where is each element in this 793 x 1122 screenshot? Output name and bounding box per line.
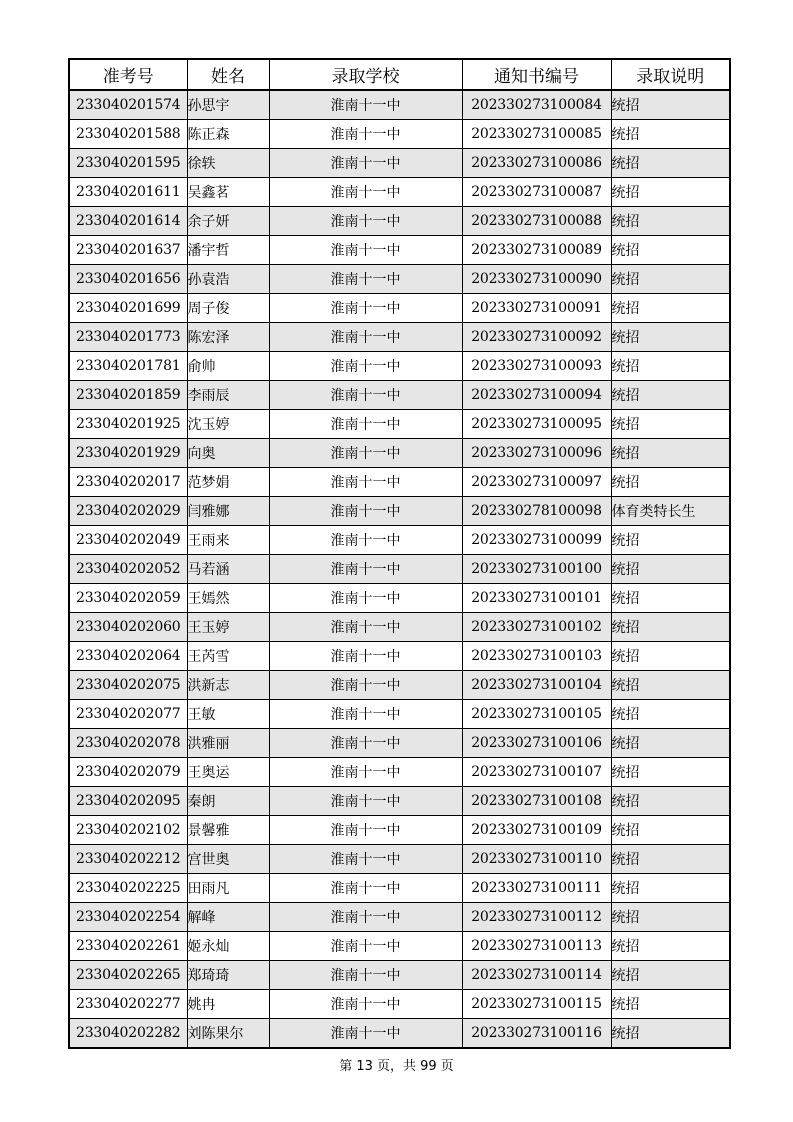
cell-admitted-school: 淮南十一中 xyxy=(269,178,462,207)
table-row xyxy=(69,294,730,323)
cell-notice-number: 202330273100086 xyxy=(462,149,611,178)
cell-notice-number: 202330273100111 xyxy=(462,874,611,903)
cell-admitted-school: 淮南十一中 xyxy=(269,700,462,729)
cell-exam-number: 233040202075 xyxy=(69,671,187,700)
cell-notice-number: 202330273100107 xyxy=(462,758,611,787)
cell-admitted-school: 淮南十一中 xyxy=(269,323,462,352)
header-name: 姓名 xyxy=(187,59,269,90)
cell-name: 秦朗 xyxy=(187,787,269,816)
cell-admission-note: 统招 xyxy=(611,700,730,729)
cell-name: 郑琦琦 xyxy=(187,961,269,990)
table-row xyxy=(69,990,730,1019)
table-row xyxy=(69,439,730,468)
cell-admission-note: 统招 xyxy=(611,1019,730,1049)
cell-notice-number: 202330273100101 xyxy=(462,584,611,613)
cell-exam-number: 233040202017 xyxy=(69,468,187,497)
cell-name: 王芮雪 xyxy=(187,642,269,671)
table-row xyxy=(69,787,730,816)
table-row xyxy=(69,265,730,294)
cell-notice-number: 202330273100102 xyxy=(462,613,611,642)
cell-name: 姬永灿 xyxy=(187,932,269,961)
cell-name: 解峰 xyxy=(187,903,269,932)
cell-notice-number: 202330273100089 xyxy=(462,236,611,265)
cell-exam-number: 233040202265 xyxy=(69,961,187,990)
cell-notice-number: 202330273100108 xyxy=(462,787,611,816)
cell-admission-note: 体育类特长生 xyxy=(611,497,730,526)
cell-admission-note: 统招 xyxy=(611,439,730,468)
cell-notice-number: 202330273100088 xyxy=(462,207,611,236)
cell-name: 王奥运 xyxy=(187,758,269,787)
cell-exam-number: 233040201611 xyxy=(69,178,187,207)
cell-exam-number: 233040202225 xyxy=(69,874,187,903)
cell-name: 闫雅娜 xyxy=(187,497,269,526)
table-row xyxy=(69,729,730,758)
cell-notice-number: 202330273100094 xyxy=(462,381,611,410)
cell-admission-note: 统招 xyxy=(611,207,730,236)
cell-notice-number: 202330273100100 xyxy=(462,555,611,584)
cell-exam-number: 233040201929 xyxy=(69,439,187,468)
cell-admitted-school: 淮南十一中 xyxy=(269,961,462,990)
cell-exam-number: 233040202064 xyxy=(69,642,187,671)
cell-admission-note: 统招 xyxy=(611,410,730,439)
cell-admitted-school: 淮南十一中 xyxy=(269,149,462,178)
cell-admission-note: 统招 xyxy=(611,381,730,410)
cell-admitted-school: 淮南十一中 xyxy=(269,294,462,323)
cell-name: 王雨来 xyxy=(187,526,269,555)
table-row xyxy=(69,120,730,149)
cell-name: 沈玉婷 xyxy=(187,410,269,439)
cell-notice-number: 202330273100087 xyxy=(462,178,611,207)
cell-admitted-school: 淮南十一中 xyxy=(269,874,462,903)
cell-admission-note: 统招 xyxy=(611,787,730,816)
cell-admitted-school: 淮南十一中 xyxy=(269,903,462,932)
cell-admission-note: 统招 xyxy=(611,874,730,903)
cell-admitted-school: 淮南十一中 xyxy=(269,90,462,120)
cell-exam-number: 233040202212 xyxy=(69,845,187,874)
cell-admission-note: 统招 xyxy=(611,149,730,178)
cell-admission-note: 统招 xyxy=(611,903,730,932)
table-row xyxy=(69,961,730,990)
cell-notice-number: 202330273100099 xyxy=(462,526,611,555)
cell-exam-number: 233040201614 xyxy=(69,207,187,236)
cell-notice-number: 202330273100093 xyxy=(462,352,611,381)
cell-name: 洪新志 xyxy=(187,671,269,700)
table-row xyxy=(69,323,730,352)
cell-notice-number: 202330273100097 xyxy=(462,468,611,497)
cell-admitted-school: 淮南十一中 xyxy=(269,236,462,265)
cell-admitted-school: 淮南十一中 xyxy=(269,729,462,758)
cell-admitted-school: 淮南十一中 xyxy=(269,120,462,149)
table-row xyxy=(69,903,730,932)
header-exam-number: 准考号 xyxy=(69,59,187,90)
cell-name: 余子妍 xyxy=(187,207,269,236)
cell-notice-number: 202330273100103 xyxy=(462,642,611,671)
cell-admission-note: 统招 xyxy=(611,961,730,990)
cell-notice-number: 202330273100106 xyxy=(462,729,611,758)
cell-admission-note: 统招 xyxy=(611,613,730,642)
cell-admitted-school: 淮南十一中 xyxy=(269,265,462,294)
cell-admission-note: 统招 xyxy=(611,90,730,120)
cell-admission-note: 统招 xyxy=(611,178,730,207)
cell-exam-number: 233040202049 xyxy=(69,526,187,555)
table-row xyxy=(69,526,730,555)
cell-name: 陈宏泽 xyxy=(187,323,269,352)
cell-exam-number: 233040201637 xyxy=(69,236,187,265)
cell-exam-number: 233040201859 xyxy=(69,381,187,410)
header-admitted-school: 录取学校 xyxy=(269,59,462,90)
table-row xyxy=(69,555,730,584)
cell-name: 向奥 xyxy=(187,439,269,468)
cell-exam-number: 233040202261 xyxy=(69,932,187,961)
cell-admitted-school: 淮南十一中 xyxy=(269,990,462,1019)
cell-admitted-school: 淮南十一中 xyxy=(269,584,462,613)
cell-exam-number: 233040202052 xyxy=(69,555,187,584)
table-row xyxy=(69,584,730,613)
cell-admission-note: 统招 xyxy=(611,323,730,352)
cell-admission-note: 统招 xyxy=(611,294,730,323)
cell-admission-note: 统招 xyxy=(611,990,730,1019)
table-row xyxy=(69,758,730,787)
cell-admission-note: 统招 xyxy=(611,642,730,671)
table-row xyxy=(69,671,730,700)
cell-notice-number: 202330273100085 xyxy=(462,120,611,149)
cell-notice-number: 202330273100116 xyxy=(462,1019,611,1049)
cell-exam-number: 233040201699 xyxy=(69,294,187,323)
cell-admission-note: 统招 xyxy=(611,265,730,294)
header-admission-note: 录取说明 xyxy=(611,59,730,90)
cell-admission-note: 统招 xyxy=(611,555,730,584)
cell-name: 姚冉 xyxy=(187,990,269,1019)
cell-exam-number: 233040201588 xyxy=(69,120,187,149)
cell-name: 俞帅 xyxy=(187,352,269,381)
table-header-row xyxy=(69,59,730,90)
cell-name: 徐轶 xyxy=(187,149,269,178)
cell-notice-number: 202330273100096 xyxy=(462,439,611,468)
cell-notice-number: 202330273100095 xyxy=(462,410,611,439)
cell-name: 陈正森 xyxy=(187,120,269,149)
cell-notice-number: 202330273100110 xyxy=(462,845,611,874)
cell-admitted-school: 淮南十一中 xyxy=(269,642,462,671)
cell-admitted-school: 淮南十一中 xyxy=(269,352,462,381)
cell-exam-number: 233040202060 xyxy=(69,613,187,642)
cell-admitted-school: 淮南十一中 xyxy=(269,816,462,845)
cell-exam-number: 233040202059 xyxy=(69,584,187,613)
cell-admitted-school: 淮南十一中 xyxy=(269,497,462,526)
cell-notice-number: 202330273100109 xyxy=(462,816,611,845)
cell-admission-note: 统招 xyxy=(611,816,730,845)
table-row xyxy=(69,1019,730,1049)
cell-admission-note: 统招 xyxy=(611,729,730,758)
cell-notice-number: 202330273100114 xyxy=(462,961,611,990)
cell-exam-number: 233040202095 xyxy=(69,787,187,816)
cell-admitted-school: 淮南十一中 xyxy=(269,381,462,410)
cell-notice-number: 202330273100090 xyxy=(462,265,611,294)
admission-table xyxy=(68,58,731,1049)
cell-admitted-school: 淮南十一中 xyxy=(269,787,462,816)
table-row xyxy=(69,352,730,381)
cell-admission-note: 统招 xyxy=(611,671,730,700)
cell-admitted-school: 淮南十一中 xyxy=(269,555,462,584)
table-row xyxy=(69,642,730,671)
cell-exam-number: 233040201574 xyxy=(69,90,187,120)
table-row xyxy=(69,932,730,961)
cell-name: 马若涵 xyxy=(187,555,269,584)
cell-admitted-school: 淮南十一中 xyxy=(269,932,462,961)
cell-notice-number: 202330273100105 xyxy=(462,700,611,729)
table-row xyxy=(69,700,730,729)
cell-name: 孙思宇 xyxy=(187,90,269,120)
cell-admitted-school: 淮南十一中 xyxy=(269,613,462,642)
cell-exam-number: 233040202282 xyxy=(69,1019,187,1049)
table-row xyxy=(69,90,730,120)
cell-notice-number: 202330273100104 xyxy=(462,671,611,700)
cell-name: 周子俊 xyxy=(187,294,269,323)
table-row xyxy=(69,845,730,874)
cell-name: 王敏 xyxy=(187,700,269,729)
cell-name: 田雨凡 xyxy=(187,874,269,903)
cell-notice-number: 202330273100084 xyxy=(462,90,611,120)
cell-admitted-school: 淮南十一中 xyxy=(269,758,462,787)
cell-exam-number: 233040202079 xyxy=(69,758,187,787)
cell-admitted-school: 淮南十一中 xyxy=(269,526,462,555)
cell-admitted-school: 淮南十一中 xyxy=(269,1019,462,1049)
cell-admitted-school: 淮南十一中 xyxy=(269,468,462,497)
table-row xyxy=(69,178,730,207)
cell-exam-number: 233040202029 xyxy=(69,497,187,526)
cell-admitted-school: 淮南十一中 xyxy=(269,671,462,700)
cell-exam-number: 233040202077 xyxy=(69,700,187,729)
cell-admission-note: 统招 xyxy=(611,526,730,555)
cell-admitted-school: 淮南十一中 xyxy=(269,845,462,874)
cell-exam-number: 233040202102 xyxy=(69,816,187,845)
header-notice-number: 通知书编号 xyxy=(462,59,611,90)
cell-admission-note: 统招 xyxy=(611,845,730,874)
cell-name: 李雨辰 xyxy=(187,381,269,410)
cell-notice-number: 202330273100115 xyxy=(462,990,611,1019)
cell-admission-note: 统招 xyxy=(611,584,730,613)
cell-exam-number: 233040202078 xyxy=(69,729,187,758)
table-row xyxy=(69,816,730,845)
cell-notice-number: 202330278100098 xyxy=(462,497,611,526)
cell-exam-number: 233040201595 xyxy=(69,149,187,178)
cell-admission-note: 统招 xyxy=(611,236,730,265)
cell-exam-number: 233040201773 xyxy=(69,323,187,352)
table-row xyxy=(69,149,730,178)
table-row xyxy=(69,236,730,265)
cell-exam-number: 233040202277 xyxy=(69,990,187,1019)
table-row xyxy=(69,207,730,236)
table-row xyxy=(69,497,730,526)
cell-name: 宫世奥 xyxy=(187,845,269,874)
table-body xyxy=(69,90,730,1048)
cell-name: 刘陈果尔 xyxy=(187,1019,269,1049)
cell-name: 范梦娟 xyxy=(187,468,269,497)
cell-admission-note: 统招 xyxy=(611,932,730,961)
cell-admission-note: 统招 xyxy=(611,120,730,149)
cell-exam-number: 233040201925 xyxy=(69,410,187,439)
cell-admission-note: 统招 xyxy=(611,352,730,381)
cell-exam-number: 233040201656 xyxy=(69,265,187,294)
cell-name: 景馨雅 xyxy=(187,816,269,845)
cell-name: 潘宇哲 xyxy=(187,236,269,265)
cell-admitted-school: 淮南十一中 xyxy=(269,410,462,439)
table-row xyxy=(69,874,730,903)
cell-admission-note: 统招 xyxy=(611,758,730,787)
cell-name: 洪雅丽 xyxy=(187,729,269,758)
table-row xyxy=(69,410,730,439)
table-row xyxy=(69,381,730,410)
cell-notice-number: 202330273100112 xyxy=(462,903,611,932)
cell-exam-number: 233040201781 xyxy=(69,352,187,381)
cell-admitted-school: 淮南十一中 xyxy=(269,439,462,468)
cell-name: 王玉婷 xyxy=(187,613,269,642)
cell-name: 孙袁浩 xyxy=(187,265,269,294)
cell-exam-number: 233040202254 xyxy=(69,903,187,932)
cell-notice-number: 202330273100091 xyxy=(462,294,611,323)
table-row xyxy=(69,613,730,642)
cell-admission-note: 统招 xyxy=(611,468,730,497)
cell-name: 王嫣然 xyxy=(187,584,269,613)
cell-admitted-school: 淮南十一中 xyxy=(269,207,462,236)
cell-notice-number: 202330273100092 xyxy=(462,323,611,352)
table-row xyxy=(69,468,730,497)
cell-notice-number: 202330273100113 xyxy=(462,932,611,961)
page-footer: 第 13 页，共 99 页 xyxy=(339,1059,454,1074)
cell-name: 吴鑫茗 xyxy=(187,178,269,207)
